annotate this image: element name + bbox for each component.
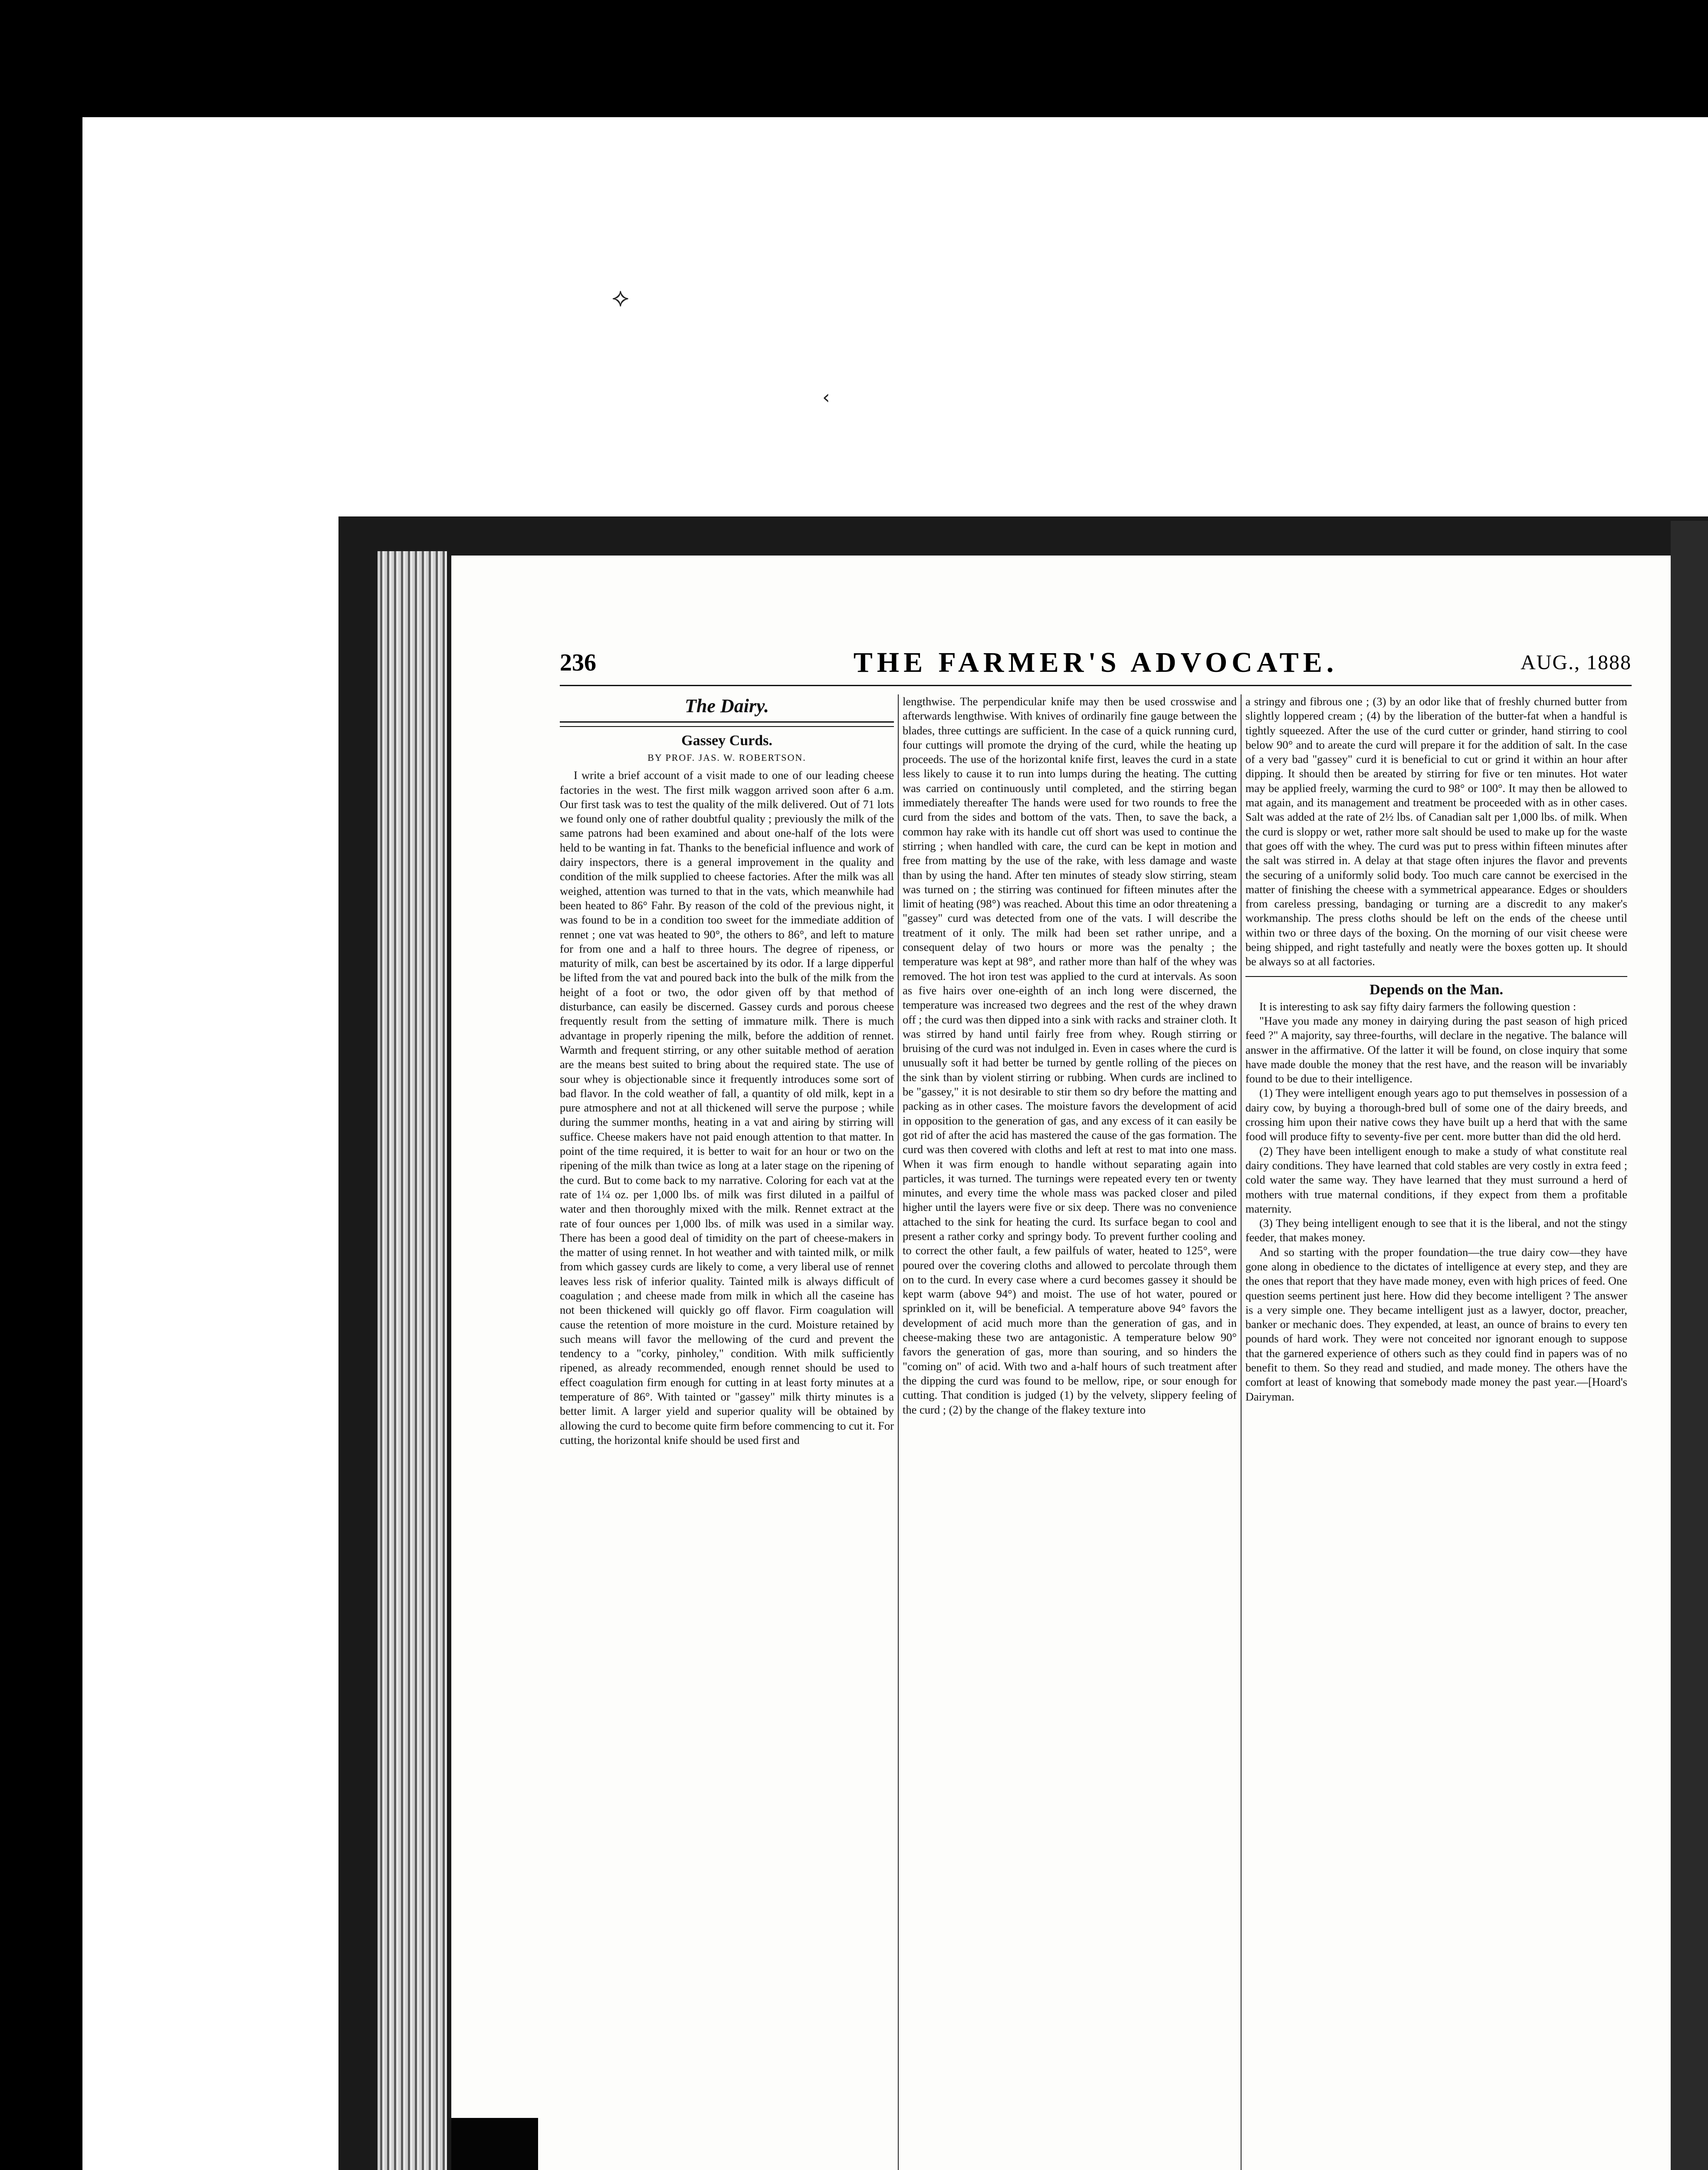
article-title: Gassey Curds.	[681, 733, 772, 749]
journal-title: THE FARMER'S ADVOCATE.	[853, 647, 1338, 678]
section-rule	[560, 726, 894, 727]
article-text: lengthwise. The perpendicular knife may then be used crosswise and afterwards lengthwise. With knives of ordinarily fine gauge between the blades, three cuttings are sufficient. In the case of a quick running curd, four cuttings will promote the drying of the curd, while the heating up proceeds. The use of the horizontal knife first, leaves the curd in a state less likely to cause it to run into lumps during the heating. The cutting was carried on continuously until completed, and the stirring began immediately thereafter The hands were used for two rounds to free the curd from the sides and bottom of the vats. Then, to save the back, a common hay rake with its handle cut off short was used to continue the stirring ; when handled with care, the curd can be kept in motion and free from matting by the use of the rake, with less damage and waste than by using the hand. After ten minutes of steady slow stirring, steam was turned on ; the stirring was continued for fifteen minutes after the limit of heating (98°) was reached. About this time an odor threatening a "gassey" curd was detected from one of the vats. I will describe the treatment of it only. The milk had been set rather unripe, and a consequent delay of two hours or more was the penalty ; the temperature was kept at 98°, and rather more than half of the whey was removed. The hot iron test was applied to the curd at intervals. As soon as five hairs over one-eighth of an inch long were discerned, the temperature was increased two degrees and the rest of the whey drawn off ; the curd was then dipped into a sink with racks and strainer cloth. It was stirred by hand until fairly free from whey. Rough stirring or bruising of the curd was not indulged in. Even in cases where the curd is unusually soft it had better be turned by gentle rolling of the pieces on the sink than by violent stirring or rubbing. When curds are inclined to be "gassey," it is not desirable to stir them so dry before the matting and packing as in other cases. The moisture favors the development of acid in opposition to the generation of gas, and any excess of it can easily be got rid of after the acid has mastered the cause of the gas formation. The curd was then covered with cloths and left at rest to mat into one mass. When it was firm enough to handle without separating again into particles, it was turned. The turnings were repeated every ten or twenty minutes, and every time the whole mass was packed closer and piled higher until the layers were five or six deep. There was no convenience attached to the sink for heating the curd. Its surface began to cool and present a rather corky and springy body. To prevent further cooling and to correct the other fault, a few pailfuls of water, heated to 125°, were poured over the covering cloths and allowed to percolate through them on to the curd. In every case where a curd becomes gassey it should be kept warm (above 94°) and moist. The use of hot water, poured or sprinkled on it, will be beneficial. A temperature above 94° favors the development of acid much more than the generation of gas, and in cheese-making these two are antagonistic. A temperature below 90° favors the generation of gas, more than souring, and so hinders the "coming on" of acid. With two and a-half hours of such treatment after the dipping the curd was found to be mellow, ripe, or sour enough for cutting. That condition is judged (1) by the velvety, slippery feeling of the curd ; (2) by the change of the flakey texture into	[903, 695, 1237, 1416]
article-paragraph: (3) They being intelligent enough to see that it is the liberal, and not the stingy feeder, that makes money.	[1245, 1217, 1627, 1244]
section-rule	[560, 721, 894, 723]
article-paragraph: It is interesting to ask say fifty dairy farmers the following question :	[1259, 1000, 1577, 1013]
ink-mark-1: ⟡	[612, 282, 629, 312]
article-paragraph: "Have you made any money in dairying during the past season of high priced feed ?" A majority, say three-fourths, will declare in the negative. The balance will answer in the affirmative. Of the latter it will be found, on close inquiry that some have made double the money that the rest have, and the reason will be invariably found to be due to their intelligence.	[1245, 1014, 1627, 1085]
page-number: 236	[560, 649, 596, 676]
article-paragraph: (1) They were intelligent enough years ago to put themselves in possession of a dairy cow, by buying a thorough-bred bull of some one of the dairy breeds, and crossing him upon their native cows they have built up a herd that with the same food will produce fifty to seventy-five per cent. more butter than did the old herd.	[1245, 1086, 1627, 1143]
column-1	[560, 694, 894, 1447]
header-rule	[560, 685, 1632, 686]
article-rule	[1245, 976, 1627, 977]
column-3	[1245, 694, 1627, 1404]
article-title: Depends on the Man.	[1370, 981, 1503, 998]
page-clip	[451, 2118, 538, 2170]
article-paragraph: (2) They have been intelligent enough to make a study of what constitute real dairy conditions. They have learned that cold stables are very costly in extra feed ; cold water the same way. They have learned that they must surround a herd of mothers with true maternal conditions, if they expect from them a profitable maternity.	[1245, 1144, 1627, 1215]
column-rule	[898, 694, 899, 2170]
book-spine	[378, 551, 447, 2170]
article-text: I write a brief account of a visit made to one of our leading cheese factories in the west. The first milk waggon arrived soon after 6 a.m. Our first task was to test the quality of the milk delivered. Out of 71 lots we found only one of rather doubtful quality ; previously the milk of the same patrons had been examined and about one-half of the lots were held to be wanting in fat. Thanks to the beneficial influence and work of dairy inspectors, there is a general improvement in the quality and condition of the milk supplied to cheese factories. After the milk was all weighed, attention was turned to that in the vats, which meanwhile had been heated to 86° Fahr. By reason of the cold of the previous night, it was found to be in a condition too sweet for the immediate addition of rennet ; one vat was heated to 90°, the others to 86°, and left to mature for from one and a half to three hours. The degree of ripeness, or maturity of milk, can best be ascertained by its odor. If a large dipperful be lifted from the vat and poured back into the bulk of the milk from the height of a foot or two, the odor given off by that method of disturbance, can easily be discerned. Gassey curds and porous cheese frequently result from the setting of immature milk. There is much advantage in properly ripening the milk, before the addition of rennet. Warmth and frequent stirring, or any other suitable method of aeration are the means best suited to bring about the required state. The use of sour whey is objectionable since it frequently introduces some sort of bad flavor. In the cold weather of fall, a quantity of old milk, kept in a pure atmosphere and not at all thickened will serve the purpose ; while during the summer months, heating in a vat and airing by stirring will suffice. Cheese makers have not paid enough attention to that matter. In point of the time required, it is better to wait for an hour or two on the ripening of the milk than twice as long at a later stage on the ripening of the curd. But to come back to my narrative. Coloring for each vat at the rate of 1¼ oz. per 1,000 lbs. of milk was first diluted in a pailful of water and then thoroughly mixed with the milk. Rennet extract at the rate of four ounces per 1,000 lbs. of milk was used in a similar way. There has been a good deal of timidity on the part of cheese-makers in the matter of using rennet. In hot weather and with tainted milk, or milk from which gassey curds are likely to come, a very liberal use of rennet leaves less risk of inferior quality. Tainted milk is always difficult of coagulation ; and cheese made from milk in which all the caseine has not been thickened will quickly go off flavor. Firm coagulation will cause the retention of more moisture in the curd. Moisture retained by such means will favor the mellowing of the curd and prevent the tendency to a "corky, pinholey," condition. With milk sufficiently ripened, as already recommended, enough rennet should be used to effect coagulation firm enough for cutting in at least forty minutes at a temperature of 86°. With tainted or "gassey" milk thirty minutes is a better limit. A larger yield and superior quality will be obtained by allowing the curd to become quite firm before commencing to cut it. For cutting, the horizontal knife should be used first and	[560, 769, 894, 1447]
article-paragraph: And so starting with the proper foundation—the true dairy cow—they have gone along in obedience to the dictates of intelligence at every step, and they are the ones that report that they have made money, even with high prices of feed. One question seems pertinent just here. How did they become intelligent ? The answer is a very simple one. They became intelligent just as a lawyer, doctor, preacher, banker or mechanic does. They expended, at least, an ounce of brains to every ten pounds of hard work. They were not conceited nor ignorant enough to suppose that the garnered experience of others such as they could find in papers was of no benefit to them. So they read and studied, and made money. The others have the comfort at least of knowing that somebody made money the past year.—[Hoard's Dairyman.	[1245, 1245, 1627, 1403]
section-heading: The Dairy.	[685, 695, 769, 717]
column-2	[903, 694, 1237, 1417]
ink-mark-2: ‹	[822, 386, 830, 408]
column-rule	[1241, 694, 1242, 2170]
page-right-edge	[1671, 521, 1708, 2170]
article-text: a stringy and fibrous one ; (3) by an odor like that of freshly churned butter from slightly loppered cream ; (4) by the liberation of the butter-fat when a handful is tightly squeezed. After the use of the curd cutter or grinder, hand stirring to cool below 90° and to areate the curd will prepare it for the addition of salt. In the case of a very bad "gassey" curd it is beneficial to cut or grind it within an hour after dipping. It should then be areated by stirring for five or ten minutes. Hot water may be applied freely, warming the curd to 98° or 100°. It may then be allowed to mat again, and its management and treatment be proceeded with as in other cases. Salt was added at the rate of 2½ lbs. of Canadian salt per 1,000 lbs. of milk. When the curd is sloppy or wet, rather more salt should be used to make up for the waste that goes off with the whey. The curd was put to press within fifteen minutes after the salt was stirred in. A delay at that stage often injures the flavor and prevents the securing of a uniformly solid body. Too much care cannot be exercised in the matter of finishing the cheese with a symmetrical appearance. Edges or shoulders from careless pressing, bandaging or turning are a discredit to any maker's workmanship. The press cloths should be left on the ends of the cheese until within two or three days of the boxing. On the morning of our visit cheese were being shipped, and right tastefully and neatly were the boxes gotten up. It should be always so at all factories.	[1245, 695, 1627, 968]
page-header	[560, 649, 1632, 679]
article-byline: BY PROF. JAS. W. ROBERTSON.	[647, 752, 806, 763]
issue-date: AUG., 1888	[1521, 651, 1632, 674]
